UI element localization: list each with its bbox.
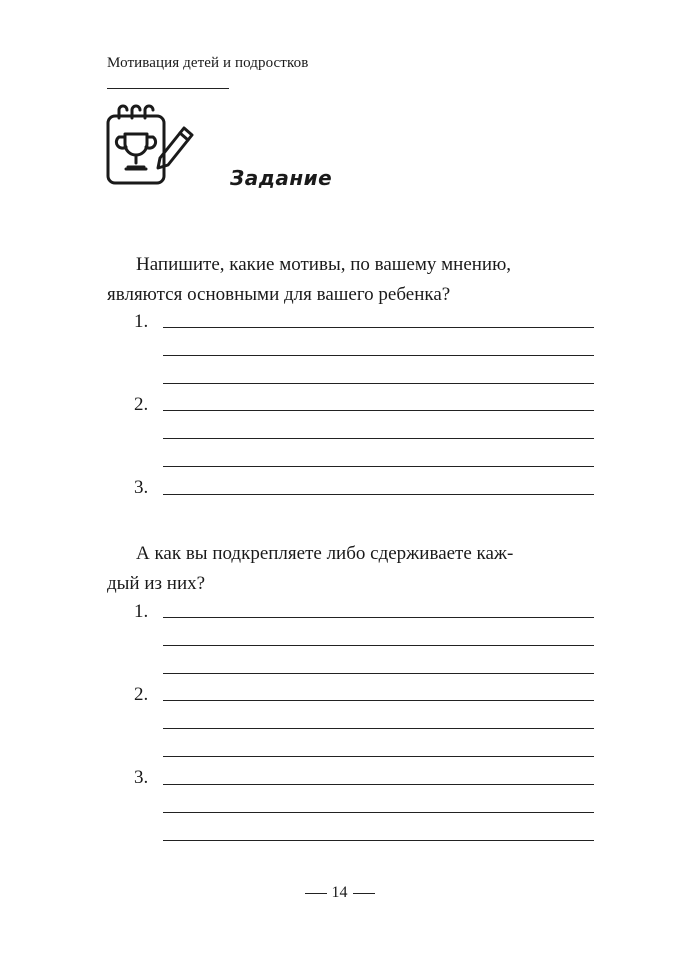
- answer-number: 1.: [134, 311, 149, 332]
- answer-number: 1.: [134, 601, 149, 622]
- answer-number: 2.: [134, 394, 149, 415]
- question-2-line1: А как вы подкрепляете либо сдерживаете каж-: [136, 543, 514, 564]
- answer-line[interactable]: [163, 355, 594, 356]
- running-head: Мотивация детей и подростков: [107, 55, 309, 71]
- answer-line[interactable]: [163, 327, 594, 328]
- answer-line[interactable]: [163, 466, 594, 467]
- answer-line[interactable]: [163, 673, 594, 674]
- answer-line[interactable]: [163, 645, 594, 646]
- answer-line[interactable]: [163, 383, 594, 384]
- answer-line[interactable]: [163, 756, 594, 757]
- answer-line[interactable]: [163, 617, 594, 618]
- answer-line[interactable]: [163, 812, 594, 813]
- question-1-line2: являются основными для вашего ребенка?: [107, 284, 451, 305]
- answer-number: 3.: [134, 767, 149, 788]
- page-number-value: 14: [331, 884, 348, 901]
- answer-line[interactable]: [163, 840, 594, 841]
- task-title: Задание: [230, 166, 333, 190]
- question-1: [107, 250, 594, 310]
- page-number: [0, 884, 679, 902]
- answer-line[interactable]: [163, 700, 594, 701]
- question-1-line1: Напишите, какие мотивы, по вашему мнению,: [136, 254, 512, 275]
- answer-line[interactable]: [163, 728, 594, 729]
- question-2: [107, 539, 594, 599]
- notepad-trophy-pencil-icon: [106, 104, 198, 186]
- answer-line[interactable]: [163, 438, 594, 439]
- question-2-line2: дый из них?: [107, 573, 206, 594]
- answer-line[interactable]: [163, 494, 594, 495]
- header-rule: [107, 88, 229, 89]
- answer-line[interactable]: [163, 410, 594, 411]
- answer-number: 2.: [134, 684, 149, 705]
- page-number-dash-right: [353, 893, 375, 894]
- answer-number: 3.: [134, 477, 149, 498]
- answer-line[interactable]: [163, 784, 594, 785]
- page-number-dash-left: [305, 893, 327, 894]
